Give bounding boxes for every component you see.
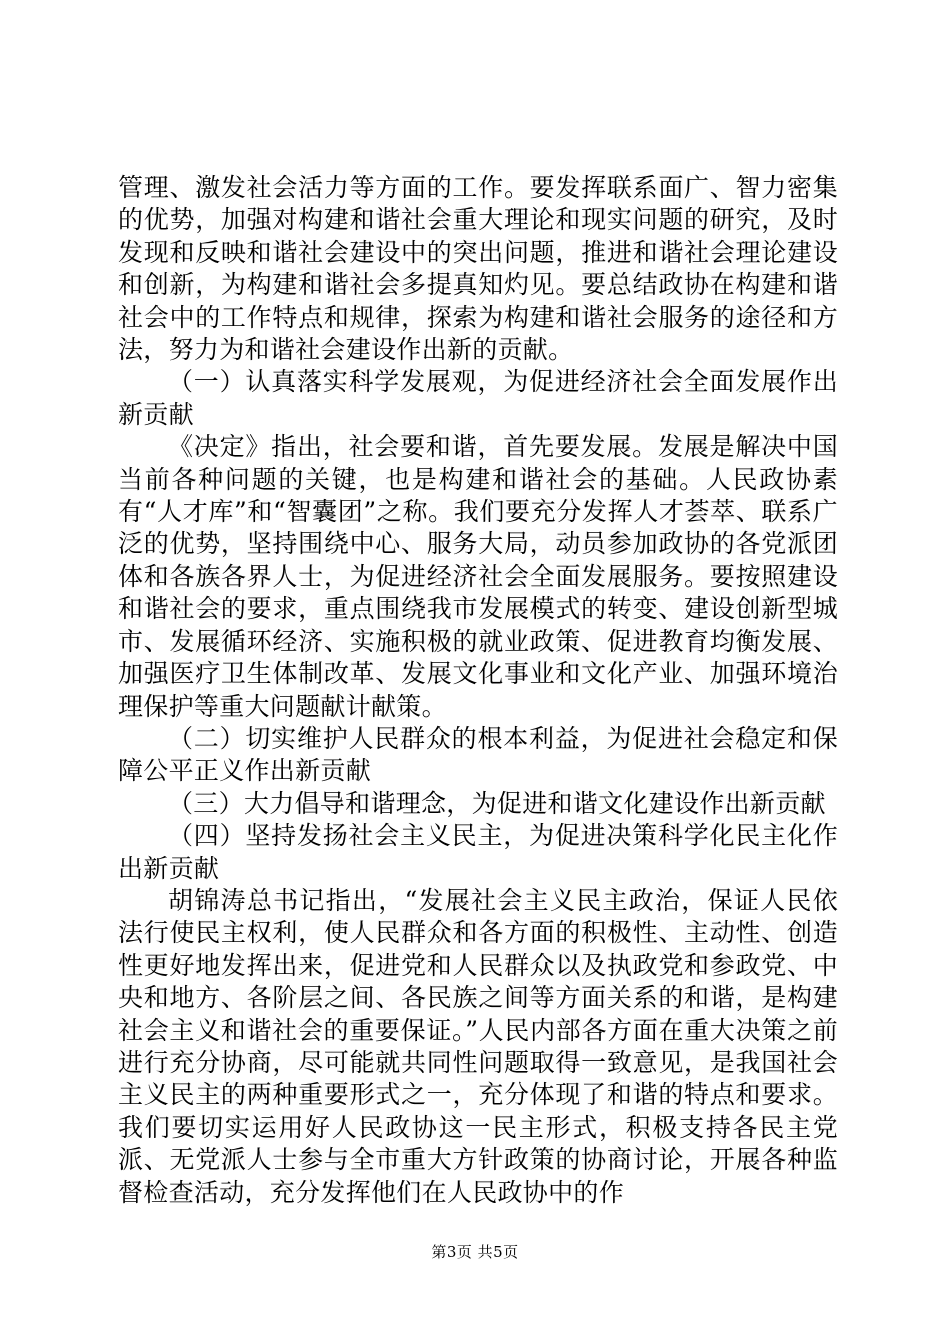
section-heading-3: （三）大力倡导和谐理念，为促进和谐文化建设作出新贡献 <box>168 788 826 818</box>
paragraph-continuation: 管理、激发社会活力等方面的工作。要发挥联系面广、智力密集的优势，加强对构建和谐社会重大理论和现实问题的研究，及时发现和反映和谐社会建设中的突出问题，推进和谐社会理论建设和创新，为构建和谐社会多提真知灼见。要总结政协在构建和谐社会中的工作特点和规律，探索为构建和谐社会服务的途径和方法，努力为和谐社会建设作出新的贡献。 <box>118 173 838 365</box>
section-heading-4: （四）坚持发扬社会主义民主，为促进决策科学化民主化作出新贡献 <box>118 821 838 883</box>
section-heading-1: （一）认真落实科学发展观，为促进经济社会全面发展作出新贡献 <box>118 367 838 429</box>
page-number-footer: 第3页 共5页 <box>431 1243 519 1261</box>
document-body <box>118 172 838 1209</box>
paragraph-body: 胡锦涛总书记指出，“发展社会主义民主政治，保证人民依法行使民主权利，使人民群众和各方面的积极性、主动性、创造性更好地发挥出来，促进党和人民群众以及执政党和参政党、中央和地方、各阶层之间、各民族之间等方面关系的和谐，是构建社会主义和谐社会的重要保证。”人民内部各方面在重大决策之前进行充分协商，尽可能就共同性问题取得一致意见，是我国社会主义民主的两种重要形式之一，充分体现了和谐的特点和要求。我们要切实运用好人民政协这一民主形式，积极支持各民主党派、无党派人士参与全市重大方针政策的协商讨论，开展各种监督检查活动，充分发挥他们在人民政协中的作 <box>118 885 838 1207</box>
section-heading-2: （二）切实维护人民群众的根本利益，为促进社会稳定和保障公平正义作出新贡献 <box>118 723 838 786</box>
paragraph-body: 《决定》指出，社会要和谐，首先要发展。发展是解决中国当前各种问题的关键，也是构建和谐社会的基础。人民政协素有“人才库”和“智囊团”之称。我们要充分发挥人才荟萃、联系广泛的优势，坚持围绕中心、服务大局，动员参加政协的各党派团体和各族各界人士，为促进经济社会全面发展服务。要按照建设和谐社会的要求，重点围绕我市发展模式的转变、建设创新型城市、发展循环经济、实施积极的就业政策、促进教育均衡发展、加强医疗卫生体制改革、发展文化事业和文化产业、加强环境治理保护等重大问题献计献策。 <box>118 432 838 721</box>
